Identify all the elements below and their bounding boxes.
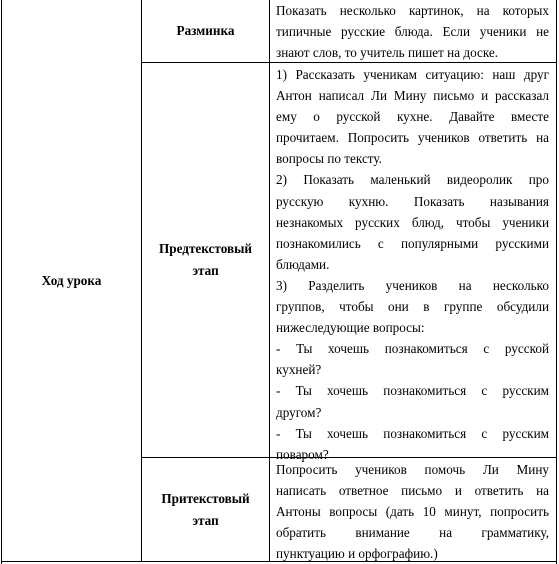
text-line: ему о русской кухне. Давайте вместе: [276, 109, 549, 125]
column-divider-2: [269, 0, 270, 562]
stage-description-while-text: [276, 459, 549, 564]
text-line: поваром?: [276, 446, 329, 462]
table-border-right: [556, 0, 557, 564]
stage-label-warmup: Разминка: [176, 23, 235, 38]
text-line: вопросы по тексту.: [276, 151, 382, 167]
text-line: Показать несколько картинок, на которых: [276, 3, 549, 18]
text-line: блюдами.: [276, 256, 330, 272]
text-line: - Ты хочешь познакомиться с русской: [276, 341, 549, 357]
text-line: типичные русские блюда. Если ученики не: [276, 24, 549, 40]
text-line: кухней?: [276, 362, 322, 378]
text-line: Антоны вопросы (дать 10 минут, попросить: [276, 504, 549, 520]
stage-label-pretext: Предтекстовый этап: [159, 241, 252, 278]
text-line: 2) Показать маленький видеоролик про: [276, 172, 549, 188]
text-line: другом?: [276, 404, 322, 420]
stage-description-warmup: [276, 0, 549, 63]
text-line: - Ты хочешь познакомиться с русским: [276, 425, 549, 441]
text-line: 1) Рассказать ученикам ситуацию: наш друг: [276, 67, 549, 82]
text-line: знают слов, то учитель пишет на доске.: [276, 45, 499, 61]
text-line: незнакомых русских блюд, чтобы ученики: [276, 214, 549, 230]
text-line: группов, чтобы они в группе обсудили: [276, 299, 549, 315]
text-line: нижеследующие вопросы:: [276, 320, 425, 336]
text-line: пунктуацию и орфографию.): [276, 546, 438, 562]
text-line: познакомились с популярными русскими: [276, 235, 549, 251]
text-line: обратить внимание на грамматику,: [276, 525, 549, 541]
text-line: Антон написал Ли Мину письмо и рассказал: [276, 88, 549, 104]
text-line: - Ты хочешь познакомиться с русским: [276, 383, 549, 399]
text-line: Попросить учеников помочь Ли Мину: [276, 462, 549, 477]
section-label: Ход урока: [41, 272, 102, 288]
text-line: 3) Разделить учеников на несколько: [276, 277, 549, 293]
stage-label-while-text: Притекстовый этап: [161, 490, 250, 528]
text-line: прочитаем. Попросить учеников ответить на: [276, 130, 549, 146]
text-line: русскую кухню. Показать называния: [276, 193, 549, 209]
stage-description-pretext: [276, 64, 549, 465]
text-line: написать ответное письмо и ответить на: [276, 483, 549, 499]
